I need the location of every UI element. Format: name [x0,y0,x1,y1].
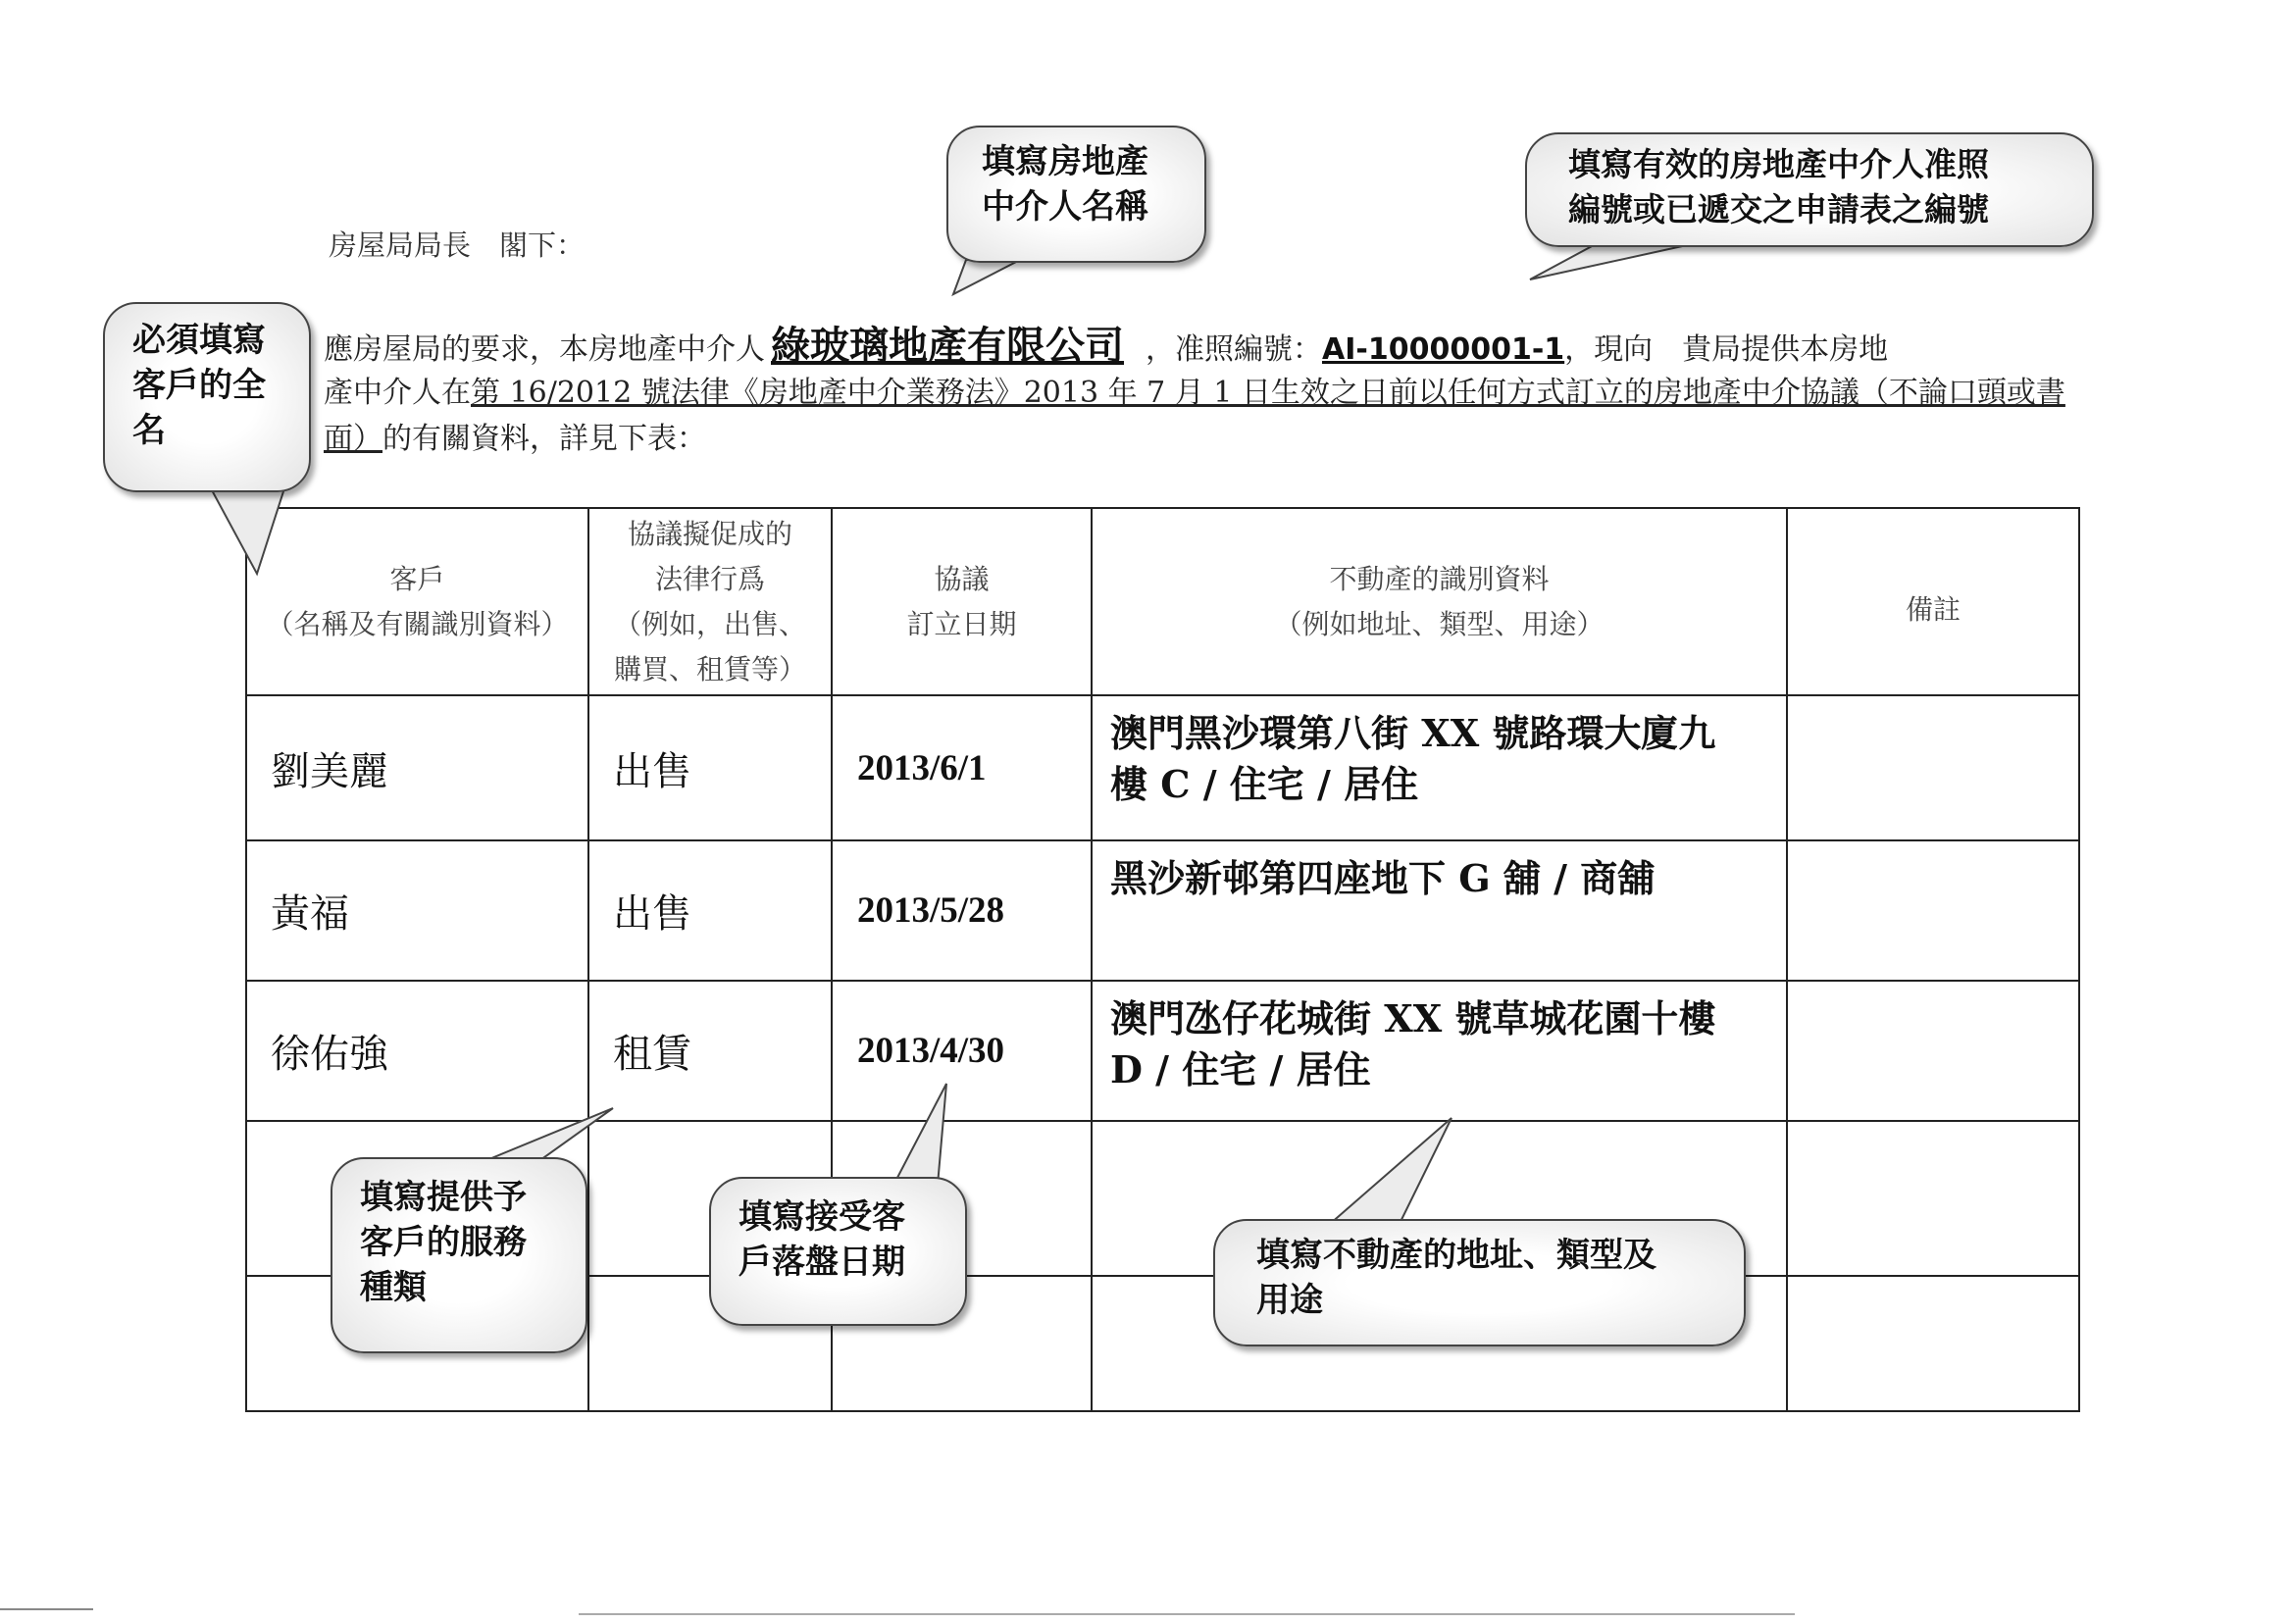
date-cell[interactable]: 2013/5/28 [832,840,1092,981]
client-cell[interactable]: 徐佑強 [246,981,588,1121]
action-cell[interactable]: 租賃 [588,981,832,1121]
client-cell[interactable]: 黃福 [246,840,588,981]
intro-line1-suffix: ，現向 貴局提供本房地 [1564,332,1889,367]
header-property-info: 不動產的識別資料 （例如地址、類型、用途） [1092,508,1787,695]
property-cell[interactable]: 黑沙新邨第四座地下 G 舖 / 商舖 [1092,840,1787,981]
action-cell[interactable]: 出售 [588,840,832,981]
property-cell[interactable]: 澳門黑沙環第八街 XX 號路環大廈九 樓 C / 住宅 / 居住 [1092,695,1787,840]
salutation: 房屋局局長 閣下： [329,228,586,262]
property-cell[interactable]: 澳門氹仔花城街 XX 號草城花園十樓 D / 住宅 / 居住 [1092,981,1787,1121]
date-cell[interactable]: 2013/4/30 [832,981,1092,1121]
scan-mark [579,1613,1795,1615]
intro-line1-mid: ，准照編號： [1146,332,1322,367]
header-legal-action: 協議擬促成的 法律行爲 （例如，出售、 購買、租賃等） [588,508,832,695]
header-client: 客戶 （名稱及有關識別資料） [246,508,588,695]
callout-property-hint: 填寫不動產的地址、類型及 用途 [1213,1219,1746,1346]
tail-client [211,488,284,574]
intro-line1-prefix: 應房屋局的要求，本房地產中介人 [324,332,765,367]
client-cell[interactable]: 劉美麗 [246,695,588,840]
agent-name-field[interactable]: 綠玻璃地產有限公司 [771,324,1124,369]
licence-number-field[interactable]: AI-10000001-1 [1322,332,1565,367]
tail-licence [1530,245,1687,279]
callout-client-hint: 必須填寫 客戶的全 名 [103,302,311,492]
intro-line3-suffix: 的有關資料，詳見下表： [382,422,706,456]
action-cell[interactable]: 出售 [588,695,832,840]
callout-date-hint: 填寫接受客 戶落盤日期 [709,1177,967,1326]
header-agreement-date: 協議 訂立日期 [832,508,1092,695]
callout-service-hint: 填寫提供予 客戶的服務 種類 [331,1157,587,1353]
callout-licence-hint: 填寫有效的房地產中介人准照 編號或已遞交之申請表之編號 [1525,132,2094,247]
header-remarks: 備註 [1787,508,2079,695]
scan-mark [0,1608,93,1610]
intro-line2-prefix: 產中介人在 [324,376,471,410]
date-cell[interactable]: 2013/6/1 [832,695,1092,840]
callout-agent-name-hint: 填寫房地產 中介人名稱 [946,126,1206,263]
intro-line3-underlined: 面） [324,422,382,456]
intro-line2-law: 第 16/2012 號法律《房地產中介業務法》2013 年 7 月 1 日生效之日前以任何方式訂立的房地產中介協議（不論口頭或書 [471,376,2065,410]
tail-agent-name [953,260,1020,294]
